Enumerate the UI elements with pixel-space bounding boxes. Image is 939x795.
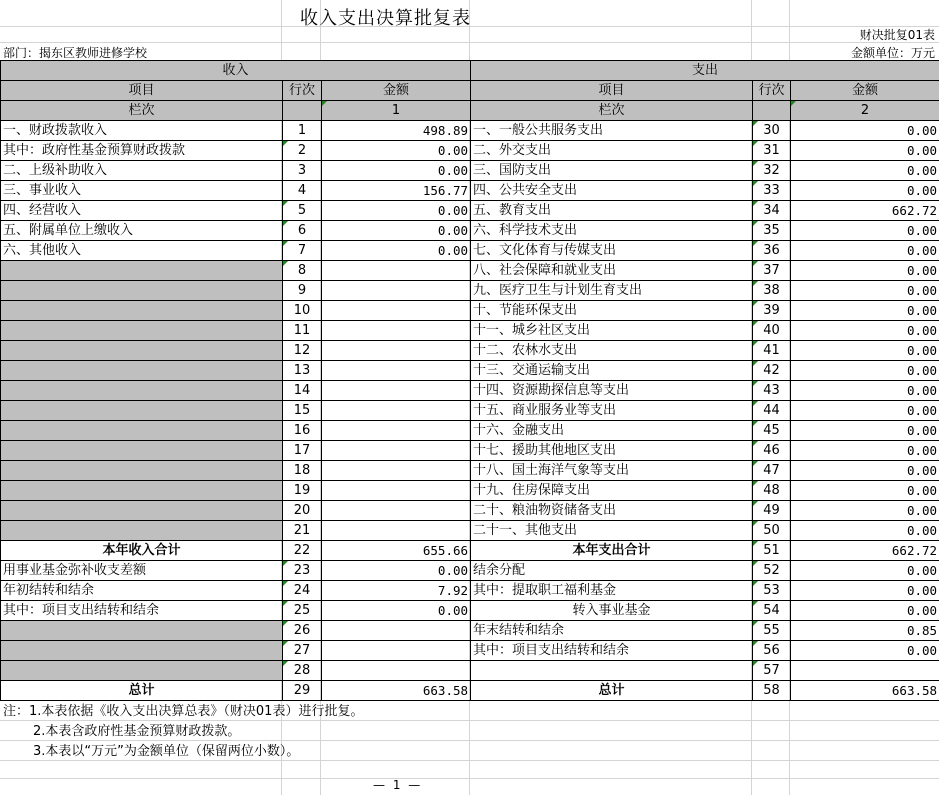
- income-item-cell[interactable]: [1, 381, 283, 401]
- income-item-cell[interactable]: [1, 401, 283, 421]
- income-item-cell[interactable]: [1, 321, 283, 341]
- income-item-cell[interactable]: [1, 621, 283, 641]
- expense-line-cell[interactable]: 52: [753, 561, 791, 581]
- income-item-cell[interactable]: [1, 481, 283, 501]
- income-expense-table: [0, 60, 939, 701]
- income-item-cell[interactable]: 其中：项目支出结转和结余: [1, 601, 283, 621]
- expense-amount-cell[interactable]: 0.00: [791, 461, 939, 481]
- expense-line-cell[interactable]: 47: [753, 461, 791, 481]
- income-amount-cell[interactable]: 7.92: [322, 581, 471, 601]
- expense-item-cell[interactable]: 十二、农林水支出: [471, 341, 753, 361]
- expense-amount-cell[interactable]: 0.00: [791, 441, 939, 461]
- expense-item-cell[interactable]: 七、文化体育与传媒支出: [471, 241, 753, 261]
- income-item-cell[interactable]: [1, 301, 283, 321]
- income-item-cell[interactable]: [1, 361, 283, 381]
- income-item-cell[interactable]: [1, 421, 283, 441]
- expense-item-header[interactable]: 项目: [471, 81, 753, 101]
- expense-item-cell[interactable]: 十九、住房保障支出: [471, 481, 753, 501]
- expense-line-cell[interactable]: 55: [753, 621, 791, 641]
- table-row: [1, 201, 939, 221]
- income-lanci-label[interactable]: 栏次: [1, 101, 283, 121]
- income-amount-cell[interactable]: [322, 621, 471, 641]
- income-amount-cell[interactable]: 655.66: [322, 541, 471, 561]
- expense-amount-cell[interactable]: 0.00: [791, 161, 939, 181]
- income-item-cell[interactable]: [1, 441, 283, 461]
- income-line-cell[interactable]: 19: [283, 481, 322, 501]
- income-amount-cell[interactable]: [322, 341, 471, 361]
- table-row: [1, 561, 939, 581]
- section-header-row: [1, 61, 939, 81]
- income-line-cell[interactable]: 16: [283, 421, 322, 441]
- expense-amount-cell[interactable]: 0.00: [791, 381, 939, 401]
- income-line-cell[interactable]: 24: [283, 581, 322, 601]
- table-row: [1, 541, 939, 561]
- expense-line-header[interactable]: 行次: [753, 81, 791, 101]
- income-amount-cell[interactable]: 663.58: [322, 681, 471, 701]
- income-lanci-blank[interactable]: [283, 101, 322, 121]
- expense-amount-cell[interactable]: 0.00: [791, 341, 939, 361]
- expense-item-cell[interactable]: 一、一般公共服务支出: [471, 121, 753, 141]
- expense-amount-cell[interactable]: 662.72: [791, 201, 939, 221]
- expense-line-cell[interactable]: 42: [753, 361, 791, 381]
- income-item-cell[interactable]: [1, 281, 283, 301]
- income-amount-cell[interactable]: [322, 521, 471, 541]
- expense-amount-cell[interactable]: 0.00: [791, 481, 939, 501]
- expense-line-cell[interactable]: 31: [753, 141, 791, 161]
- expense-amount-cell[interactable]: 0.00: [791, 281, 939, 301]
- page-title: 收入支出决算批复表: [300, 8, 471, 29]
- income-item-cell[interactable]: 二、上级补助收入: [1, 161, 283, 181]
- income-item-cell[interactable]: [1, 641, 283, 661]
- expense-line-cell[interactable]: 36: [753, 241, 791, 261]
- income-column-number[interactable]: 1: [322, 101, 471, 121]
- table-row: [1, 381, 939, 401]
- department-label: 部门：揭东区教师进修学校: [3, 46, 148, 60]
- income-amount-cell[interactable]: [322, 481, 471, 501]
- expense-item-cell[interactable]: 六、科学技术支出: [471, 221, 753, 241]
- income-amount-cell[interactable]: [322, 261, 471, 281]
- income-item-cell[interactable]: [1, 461, 283, 481]
- income-amount-cell[interactable]: [322, 461, 471, 481]
- income-line-cell[interactable]: 14: [283, 381, 322, 401]
- income-item-cell[interactable]: 四、经营收入: [1, 201, 283, 221]
- expense-line-cell[interactable]: 56: [753, 641, 791, 661]
- table-row: [1, 581, 939, 601]
- income-amount-cell[interactable]: [322, 281, 471, 301]
- table-row: [1, 601, 939, 621]
- income-section-header[interactable]: 收入: [1, 61, 471, 81]
- income-item-cell[interactable]: [1, 521, 283, 541]
- expense-item-cell[interactable]: 九、医疗卫生与计划生育支出: [471, 281, 753, 301]
- income-amount-cell[interactable]: 0.00: [322, 141, 471, 161]
- income-line-cell[interactable]: 28: [283, 661, 322, 681]
- expense-line-cell[interactable]: 50: [753, 521, 791, 541]
- income-amount-header[interactable]: 金额: [322, 81, 471, 101]
- gridline: [0, 42, 939, 43]
- expense-item-cell[interactable]: 结余分配: [471, 561, 753, 581]
- table-row: [1, 261, 939, 281]
- unit-label: 金额单位：万元: [850, 46, 935, 60]
- expense-line-cell[interactable]: 46: [753, 441, 791, 461]
- income-amount-cell[interactable]: 498.89: [322, 121, 471, 141]
- expense-column-number[interactable]: 2: [791, 101, 939, 121]
- page-number: — 1 —: [373, 778, 423, 792]
- expense-line-cell[interactable]: 51: [753, 541, 791, 561]
- income-line-header[interactable]: 行次: [283, 81, 322, 101]
- table-row: [1, 301, 939, 321]
- expense-item-cell[interactable]: 十五、商业服务业等支出: [471, 401, 753, 421]
- income-amount-cell[interactable]: [322, 661, 471, 681]
- income-item-header[interactable]: 项目: [1, 81, 283, 101]
- expense-item-cell[interactable]: 转入事业基金: [471, 601, 753, 621]
- expense-amount-cell[interactable]: 0.00: [791, 321, 939, 341]
- expense-line-cell[interactable]: 54: [753, 601, 791, 621]
- expense-item-cell[interactable]: 总计: [471, 681, 753, 701]
- income-line-cell[interactable]: 2: [283, 141, 322, 161]
- expense-lanci-blank[interactable]: [753, 101, 791, 121]
- income-line-cell[interactable]: 15: [283, 401, 322, 421]
- table-row: [1, 501, 939, 521]
- income-line-cell[interactable]: 13: [283, 361, 322, 381]
- expense-amount-cell[interactable]: 0.00: [791, 521, 939, 541]
- expense-line-cell[interactable]: 30: [753, 121, 791, 141]
- income-item-cell[interactable]: 总计: [1, 681, 283, 701]
- expense-line-cell[interactable]: 38: [753, 281, 791, 301]
- income-line-cell[interactable]: 7: [283, 241, 322, 261]
- income-amount-cell[interactable]: [322, 441, 471, 461]
- table-row: [1, 141, 939, 161]
- column-header-row: [1, 81, 939, 101]
- expense-item-cell[interactable]: 本年支出合计: [471, 541, 753, 561]
- income-line-cell[interactable]: 20: [283, 501, 322, 521]
- expense-amount-header[interactable]: 金额: [791, 81, 939, 101]
- income-amount-cell[interactable]: [322, 641, 471, 661]
- income-line-cell[interactable]: 4: [283, 181, 322, 201]
- table-row: [1, 661, 939, 681]
- income-line-cell[interactable]: 3: [283, 161, 322, 181]
- expense-item-cell[interactable]: 其中：提取职工福利基金: [471, 581, 753, 601]
- expense-line-cell[interactable]: 45: [753, 421, 791, 441]
- income-line-cell[interactable]: 6: [283, 221, 322, 241]
- income-line-cell[interactable]: 9: [283, 281, 322, 301]
- income-item-cell[interactable]: 年初结转和结余: [1, 581, 283, 601]
- expense-lanci-label[interactable]: 栏次: [471, 101, 753, 121]
- expense-item-cell[interactable]: 八、社会保障和就业支出: [471, 261, 753, 281]
- expense-line-cell[interactable]: 49: [753, 501, 791, 521]
- expense-item-cell[interactable]: 二、外交支出: [471, 141, 753, 161]
- table-row: [1, 361, 939, 381]
- table-row: [1, 521, 939, 541]
- table-row: [1, 181, 939, 201]
- income-line-cell[interactable]: 1: [283, 121, 322, 141]
- expense-amount-cell[interactable]: 0.00: [791, 581, 939, 601]
- income-amount-cell[interactable]: 0.00: [322, 201, 471, 221]
- income-item-cell[interactable]: [1, 501, 283, 521]
- expense-line-cell[interactable]: 57: [753, 661, 791, 681]
- income-item-cell[interactable]: 一、财政拨款收入: [1, 121, 283, 141]
- expense-line-cell[interactable]: 43: [753, 381, 791, 401]
- table-row: [1, 121, 939, 141]
- expense-amount-cell[interactable]: 663.58: [791, 681, 939, 701]
- income-line-cell[interactable]: 25: [283, 601, 322, 621]
- expense-item-cell[interactable]: 十八、国土海洋气象等支出: [471, 461, 753, 481]
- income-line-cell[interactable]: 26: [283, 621, 322, 641]
- expense-line-cell[interactable]: 40: [753, 321, 791, 341]
- expense-item-cell[interactable]: 十一、城乡社区支出: [471, 321, 753, 341]
- table-row: [1, 481, 939, 501]
- expense-item-cell[interactable]: 十三、交通运输支出: [471, 361, 753, 381]
- expense-item-cell[interactable]: 年末结转和结余: [471, 621, 753, 641]
- table-row: [1, 341, 939, 361]
- expense-amount-cell[interactable]: 0.00: [791, 361, 939, 381]
- expense-amount-cell[interactable]: 0.00: [791, 561, 939, 581]
- expense-item-cell[interactable]: 其中：项目支出结转和结余: [471, 641, 753, 661]
- income-item-cell[interactable]: [1, 341, 283, 361]
- income-item-cell[interactable]: 三、事业收入: [1, 181, 283, 201]
- table-row: [1, 321, 939, 341]
- expense-line-cell[interactable]: 33: [753, 181, 791, 201]
- income-amount-cell[interactable]: [322, 381, 471, 401]
- note-1: 注：1.本表依据《收入支出决算总表》（财决01表）进行批复。: [3, 704, 364, 719]
- expense-line-cell[interactable]: 53: [753, 581, 791, 601]
- expense-item-cell[interactable]: 三、国防支出: [471, 161, 753, 181]
- expense-item-cell[interactable]: 十四、资源勘探信息等支出: [471, 381, 753, 401]
- expense-line-cell[interactable]: 58: [753, 681, 791, 701]
- expense-amount-cell[interactable]: 0.00: [791, 301, 939, 321]
- income-line-cell[interactable]: 11: [283, 321, 322, 341]
- income-line-cell[interactable]: 8: [283, 261, 322, 281]
- income-amount-cell[interactable]: 0.00: [322, 241, 471, 261]
- income-line-cell[interactable]: 5: [283, 201, 322, 221]
- expense-line-cell[interactable]: 34: [753, 201, 791, 221]
- form-number: 财决批复01表: [859, 28, 935, 42]
- gridline: [0, 778, 939, 779]
- table-row: [1, 641, 939, 661]
- income-item-cell[interactable]: 六、其他收入: [1, 241, 283, 261]
- expense-item-cell[interactable]: 十六、金融支出: [471, 421, 753, 441]
- income-item-cell[interactable]: 用事业基金弥补收支差额: [1, 561, 283, 581]
- expense-line-cell[interactable]: 41: [753, 341, 791, 361]
- expense-amount-cell[interactable]: 0.00: [791, 641, 939, 661]
- income-line-cell[interactable]: 27: [283, 641, 322, 661]
- note-2: 2.本表含政府性基金预算财政拨款。: [33, 724, 241, 739]
- income-line-cell[interactable]: 10: [283, 301, 322, 321]
- table-row: [1, 441, 939, 461]
- expense-amount-cell[interactable]: 0.00: [791, 141, 939, 161]
- expense-amount-cell[interactable]: 0.00: [791, 121, 939, 141]
- income-amount-cell[interactable]: [322, 301, 471, 321]
- expense-amount-cell[interactable]: 0.00: [791, 181, 939, 201]
- income-item-cell[interactable]: 五、附属单位上缴收入: [1, 221, 283, 241]
- table-row: [1, 281, 939, 301]
- income-amount-cell[interactable]: 0.00: [322, 161, 471, 181]
- expense-amount-cell[interactable]: 0.00: [791, 261, 939, 281]
- table-row: [1, 421, 939, 441]
- table-row: [1, 681, 939, 701]
- income-amount-cell[interactable]: [322, 321, 471, 341]
- income-line-cell[interactable]: 22: [283, 541, 322, 561]
- expense-line-cell[interactable]: 37: [753, 261, 791, 281]
- expense-line-cell[interactable]: 48: [753, 481, 791, 501]
- table-row: [1, 161, 939, 181]
- income-line-cell[interactable]: 29: [283, 681, 322, 701]
- income-line-cell[interactable]: 18: [283, 461, 322, 481]
- expense-amount-cell[interactable]: 0.85: [791, 621, 939, 641]
- expense-line-cell[interactable]: 32: [753, 161, 791, 181]
- column-number-row: [1, 101, 939, 121]
- expense-line-cell[interactable]: 44: [753, 401, 791, 421]
- income-item-cell[interactable]: 本年收入合计: [1, 541, 283, 561]
- income-line-cell[interactable]: 12: [283, 341, 322, 361]
- expense-amount-cell[interactable]: 662.72: [791, 541, 939, 561]
- income-item-cell[interactable]: [1, 261, 283, 281]
- expense-section-header[interactable]: 支出: [471, 61, 939, 81]
- income-item-cell[interactable]: [1, 661, 283, 681]
- expense-amount-cell[interactable]: 0.00: [791, 421, 939, 441]
- table-row: [1, 461, 939, 481]
- expense-amount-cell[interactable]: 0.00: [791, 401, 939, 421]
- income-amount-cell[interactable]: 0.00: [322, 601, 471, 621]
- expense-amount-cell[interactable]: 0.00: [791, 501, 939, 521]
- income-line-cell[interactable]: 23: [283, 561, 322, 581]
- expense-line-cell[interactable]: 35: [753, 221, 791, 241]
- table-row: [1, 401, 939, 421]
- expense-item-cell[interactable]: 二十、粮油物资储备支出: [471, 501, 753, 521]
- income-amount-cell[interactable]: [322, 401, 471, 421]
- expense-item-cell[interactable]: 十、节能环保支出: [471, 301, 753, 321]
- income-amount-cell[interactable]: [322, 421, 471, 441]
- table-row: [1, 621, 939, 641]
- income-amount-cell[interactable]: 0.00: [322, 561, 471, 581]
- expense-item-cell[interactable]: 五、教育支出: [471, 201, 753, 221]
- income-amount-cell[interactable]: [322, 361, 471, 381]
- expense-item-cell[interactable]: 四、公共安全支出: [471, 181, 753, 201]
- income-item-cell[interactable]: 其中：政府性基金预算财政拨款: [1, 141, 283, 161]
- income-amount-cell[interactable]: 156.77: [322, 181, 471, 201]
- expense-item-cell[interactable]: 十七、援助其他地区支出: [471, 441, 753, 461]
- expense-amount-cell[interactable]: 0.00: [791, 241, 939, 261]
- note-3: 3.本表以“万元”为金额单位（保留两位小数）。: [33, 744, 300, 759]
- expense-amount-cell[interactable]: 0.00: [791, 601, 939, 621]
- income-amount-cell[interactable]: 0.00: [322, 221, 471, 241]
- expense-line-cell[interactable]: 39: [753, 301, 791, 321]
- expense-item-cell[interactable]: [471, 661, 753, 681]
- expense-amount-cell[interactable]: 0.00: [791, 221, 939, 241]
- table-row: [1, 241, 939, 261]
- notes: [3, 702, 363, 762]
- expense-amount-cell[interactable]: [791, 661, 939, 681]
- expense-item-cell[interactable]: 二十一、其他支出: [471, 521, 753, 541]
- table-body: [1, 121, 939, 701]
- income-line-cell[interactable]: 17: [283, 441, 322, 461]
- table-row: [1, 221, 939, 241]
- income-line-cell[interactable]: 21: [283, 521, 322, 541]
- income-amount-cell[interactable]: [322, 501, 471, 521]
